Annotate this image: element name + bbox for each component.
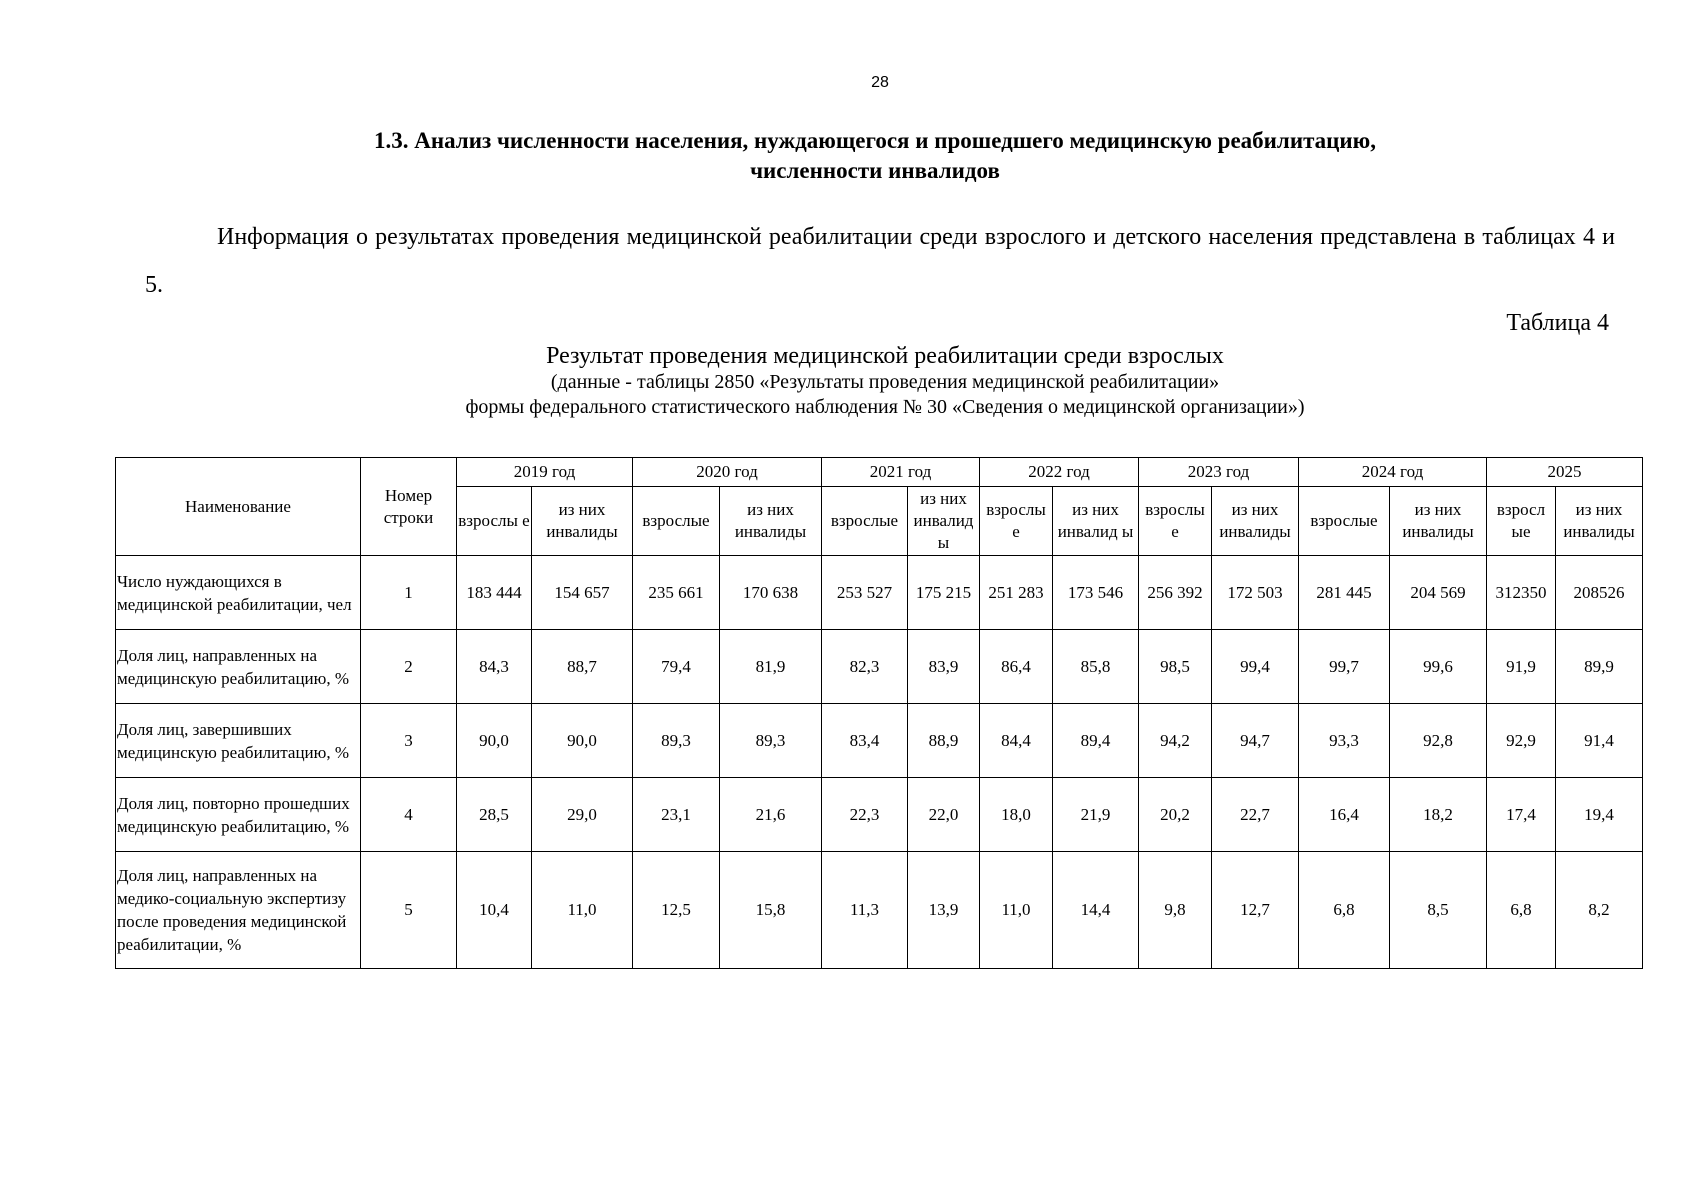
value-cell: 89,4 xyxy=(1053,704,1139,778)
value-cell: 253 527 xyxy=(822,556,908,630)
value-cell: 11,3 xyxy=(822,852,908,969)
value-cell: 8,2 xyxy=(1556,852,1643,969)
value-cell: 92,9 xyxy=(1487,704,1556,778)
section-heading-line-1: 1.3. Анализ численности населения, нуждающегося и прошедшего медицинскую реабилитацию, xyxy=(373,128,1376,153)
row-name: Доля лиц, повторно прошедших медицинскую реабилитацию, % xyxy=(116,778,361,852)
value-cell: 21,6 xyxy=(720,778,822,852)
header-subcolumn: из них инвалиды xyxy=(1212,487,1299,556)
value-cell: 84,4 xyxy=(980,704,1053,778)
table-caption xyxy=(200,342,1570,420)
header-subcolumn: из них инвалиды xyxy=(1556,487,1643,556)
value-cell: 175 215 xyxy=(908,556,980,630)
value-cell: 21,9 xyxy=(1053,778,1139,852)
header-subcolumn: из них инвалид ы xyxy=(1053,487,1139,556)
value-cell: 91,4 xyxy=(1556,704,1643,778)
table-caption-source-2: формы федерального статистического наблюдения № 30 «Сведения о медицинской организации») xyxy=(465,396,1305,418)
value-cell: 98,5 xyxy=(1139,630,1212,704)
header-subcolumn: из них инвалиды xyxy=(1390,487,1487,556)
header-subcolumn: взросл ые xyxy=(1487,487,1556,556)
value-cell: 89,9 xyxy=(1556,630,1643,704)
value-cell: 99,4 xyxy=(1212,630,1299,704)
header-subcolumn: из них инвалиды xyxy=(720,487,822,556)
table-row xyxy=(116,704,1643,778)
value-cell: 17,4 xyxy=(1487,778,1556,852)
value-cell: 235 661 xyxy=(633,556,720,630)
value-cell: 18,0 xyxy=(980,778,1053,852)
value-cell: 81,9 xyxy=(720,630,822,704)
value-cell: 16,4 xyxy=(1299,778,1390,852)
header-year: 2022 год xyxy=(980,458,1139,487)
value-cell: 83,9 xyxy=(908,630,980,704)
header-row-number: Номер строки xyxy=(361,458,457,556)
header-subcolumn: из них инвалиды xyxy=(532,487,633,556)
table-row xyxy=(116,556,1643,630)
value-cell: 94,2 xyxy=(1139,704,1212,778)
table-caption-title: Результат проведения медицинской реабилитации среди взрослых xyxy=(546,343,1224,369)
value-cell: 20,2 xyxy=(1139,778,1212,852)
value-cell: 173 546 xyxy=(1053,556,1139,630)
header-year: 2023 год xyxy=(1139,458,1299,487)
value-cell: 88,9 xyxy=(908,704,980,778)
row-number: 4 xyxy=(361,778,457,852)
value-cell: 6,8 xyxy=(1487,852,1556,969)
header-subcolumn: взрослые xyxy=(633,487,720,556)
value-cell: 89,3 xyxy=(720,704,822,778)
value-cell: 82,3 xyxy=(822,630,908,704)
value-cell: 18,2 xyxy=(1390,778,1487,852)
value-cell: 29,0 xyxy=(532,778,633,852)
row-name: Доля лиц, направленных на медико-социальную экспертизу после проведения медицинской реабилитации, % xyxy=(116,852,361,969)
value-cell: 22,3 xyxy=(822,778,908,852)
header-year: 2021 год xyxy=(822,458,980,487)
value-cell: 93,3 xyxy=(1299,704,1390,778)
value-cell: 172 503 xyxy=(1212,556,1299,630)
value-cell: 10,4 xyxy=(457,852,532,969)
value-cell: 11,0 xyxy=(980,852,1053,969)
header-subcolumn: взрослы е xyxy=(980,487,1053,556)
value-cell: 22,0 xyxy=(908,778,980,852)
value-cell: 99,6 xyxy=(1390,630,1487,704)
row-name: Доля лиц, завершивших медицинскую реабилитацию, % xyxy=(116,704,361,778)
value-cell: 94,7 xyxy=(1212,704,1299,778)
row-name: Доля лиц, направленных на медицинскую реабилитацию, % xyxy=(116,630,361,704)
value-cell: 12,5 xyxy=(633,852,720,969)
value-cell: 89,3 xyxy=(633,704,720,778)
value-cell: 11,0 xyxy=(532,852,633,969)
table-row xyxy=(116,778,1643,852)
value-cell: 90,0 xyxy=(457,704,532,778)
value-cell: 99,7 xyxy=(1299,630,1390,704)
value-cell: 12,7 xyxy=(1212,852,1299,969)
value-cell: 154 657 xyxy=(532,556,633,630)
value-cell: 204 569 xyxy=(1390,556,1487,630)
section-heading xyxy=(140,126,1610,186)
value-cell: 88,7 xyxy=(532,630,633,704)
row-number: 3 xyxy=(361,704,457,778)
page-number: 28 xyxy=(871,74,889,91)
value-cell: 8,5 xyxy=(1390,852,1487,969)
value-cell: 19,4 xyxy=(1556,778,1643,852)
value-cell: 9,8 xyxy=(1139,852,1212,969)
table-row xyxy=(116,630,1643,704)
intro-paragraph: Информация о результатах проведения медицинской реабилитации среди взрослого и детского населения представлена в таблицах 4 и 5. xyxy=(145,224,1615,298)
value-cell: 13,9 xyxy=(908,852,980,969)
header-subcolumn: взрослые xyxy=(822,487,908,556)
value-cell: 312350 xyxy=(1487,556,1556,630)
value-cell: 79,4 xyxy=(633,630,720,704)
value-cell: 84,3 xyxy=(457,630,532,704)
value-cell: 15,8 xyxy=(720,852,822,969)
value-cell: 28,5 xyxy=(457,778,532,852)
row-name: Число нуждающихся в медицинской реабилитации, чел xyxy=(116,556,361,630)
value-cell: 86,4 xyxy=(980,630,1053,704)
value-cell: 92,8 xyxy=(1390,704,1487,778)
row-number: 1 xyxy=(361,556,457,630)
header-year: 2019 год xyxy=(457,458,633,487)
value-cell: 281 445 xyxy=(1299,556,1390,630)
section-heading-line-2: численности инвалидов xyxy=(750,158,1000,183)
value-cell: 90,0 xyxy=(532,704,633,778)
value-cell: 208526 xyxy=(1556,556,1643,630)
table-row xyxy=(116,852,1643,969)
value-cell: 83,4 xyxy=(822,704,908,778)
value-cell: 14,4 xyxy=(1053,852,1139,969)
value-cell: 91,9 xyxy=(1487,630,1556,704)
value-cell: 6,8 xyxy=(1299,852,1390,969)
table-label: Таблица 4 xyxy=(1506,310,1609,336)
value-cell: 256 392 xyxy=(1139,556,1212,630)
value-cell: 170 638 xyxy=(720,556,822,630)
header-row-years xyxy=(116,458,1643,487)
table-caption-source-1: (данные - таблицы 2850 «Результаты проведения медицинской реабилитации» xyxy=(550,371,1220,393)
header-name: Наименование xyxy=(116,458,361,556)
header-subcolumn: из них инвалид ы xyxy=(908,487,980,556)
header-subcolumn: взрослые xyxy=(1299,487,1390,556)
value-cell: 22,7 xyxy=(1212,778,1299,852)
header-year: 2025 xyxy=(1487,458,1643,487)
row-number: 5 xyxy=(361,852,457,969)
value-cell: 183 444 xyxy=(457,556,532,630)
header-subcolumn: взрослы е xyxy=(457,487,532,556)
rehabilitation-table xyxy=(115,457,1643,969)
row-number: 2 xyxy=(361,630,457,704)
value-cell: 23,1 xyxy=(633,778,720,852)
header-subcolumn: взрослы е xyxy=(1139,487,1212,556)
value-cell: 85,8 xyxy=(1053,630,1139,704)
header-year: 2024 год xyxy=(1299,458,1487,487)
header-year: 2020 год xyxy=(633,458,822,487)
value-cell: 251 283 xyxy=(980,556,1053,630)
